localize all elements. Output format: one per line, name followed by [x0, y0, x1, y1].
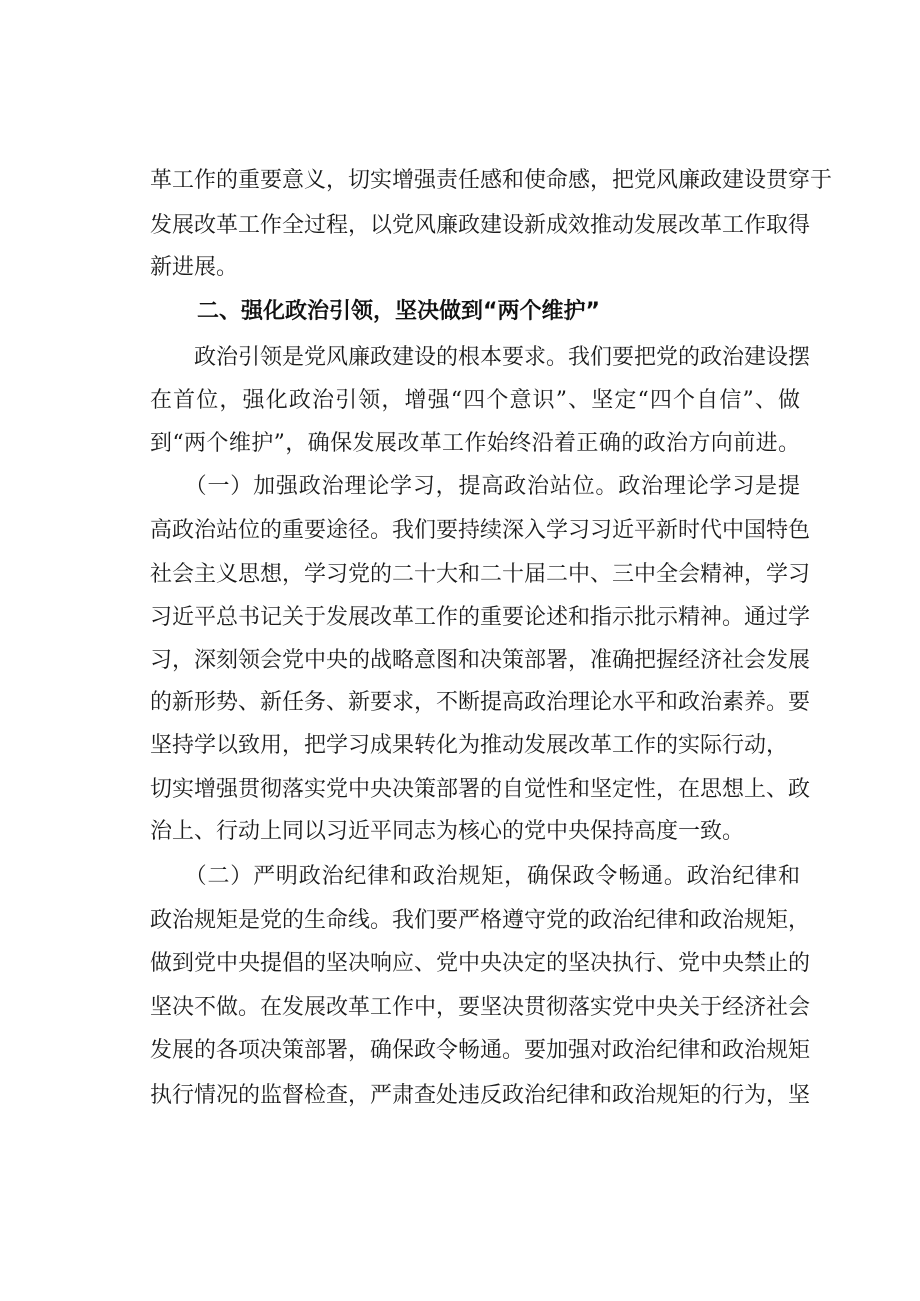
text-line: 习近平总书记关于发展改革工作的重要论述和指示批示精神。通过学 — [150, 605, 811, 630]
text-line: 发展的各项决策部署，确保政令畅通。要加强对政治纪律和政治规矩 — [150, 1038, 811, 1063]
text-line: 高政治站位的重要途径。我们要持续深入学习习近平新时代中国特色 — [150, 518, 811, 543]
text-line: 政治规矩是党的生命线。我们要严格遵守党的政治纪律和政治规矩， — [150, 908, 811, 933]
text-line: 治上、行动上同以习近平同志为核心的党中央保持高度一致。 — [150, 819, 745, 844]
text-line: （二）严明政治纪律和政治规矩，确保政令畅通。政治纪律和 — [150, 864, 800, 889]
text-line: 坚决不做。在发展改革工作中，要坚决贯彻落实党中央关于经济社会 — [150, 995, 811, 1020]
text-line: 做到党中央提倡的坚决响应、党中央决定的坚决执行、党中央禁止的 — [150, 951, 811, 976]
text-line: 切实增强贯彻落实党中央决策部署的自觉性和坚定性，在思想上、政 — [150, 777, 811, 802]
text-line: （一）加强政治理论学习，提高政治站位。政治理论学习是提 — [150, 474, 800, 499]
text-line: 执行情况的监督检查，严肃查处违反政治纪律和政治规矩的行为，坚 — [150, 1083, 811, 1108]
text-line: 在首位，强化政治引领，增强“四个意识”、坚定“四个自信”、做 — [150, 388, 800, 413]
text-line: 发展改革工作全过程，以党风廉政建设新成效推动发展改革工作取得 — [150, 213, 811, 238]
text-line: 到“两个维护”，确保发展改革工作始终沿着正确的政治方向前进。 — [150, 431, 800, 456]
text-line: 革工作的重要意义，切实增强责任感和使命感，把党风廉政建设贯穿于 — [150, 168, 833, 193]
text-line: 习，深刻领会党中央的战略意图和决策部署，准确把握经济社会发展 — [150, 648, 811, 673]
text-line: 政治引领是党风廉政建设的根本要求。我们要把党的政治建设摆 — [150, 345, 811, 370]
text-line: 的新形势、新任务、新要求，不断提高政治理论水平和政治素养。要 — [150, 690, 811, 715]
text-line: 坚持学以致用，把学习成果转化为推动发展改革工作的实际行动， — [150, 733, 789, 758]
text-line: 新进展。 — [150, 255, 239, 280]
text-line: 社会主义思想，学习党的二十大和二十届二中、三中全会精神，学习 — [150, 562, 811, 587]
section-heading: 二、强化政治引领，坚决做到“两个维护” — [197, 299, 600, 324]
